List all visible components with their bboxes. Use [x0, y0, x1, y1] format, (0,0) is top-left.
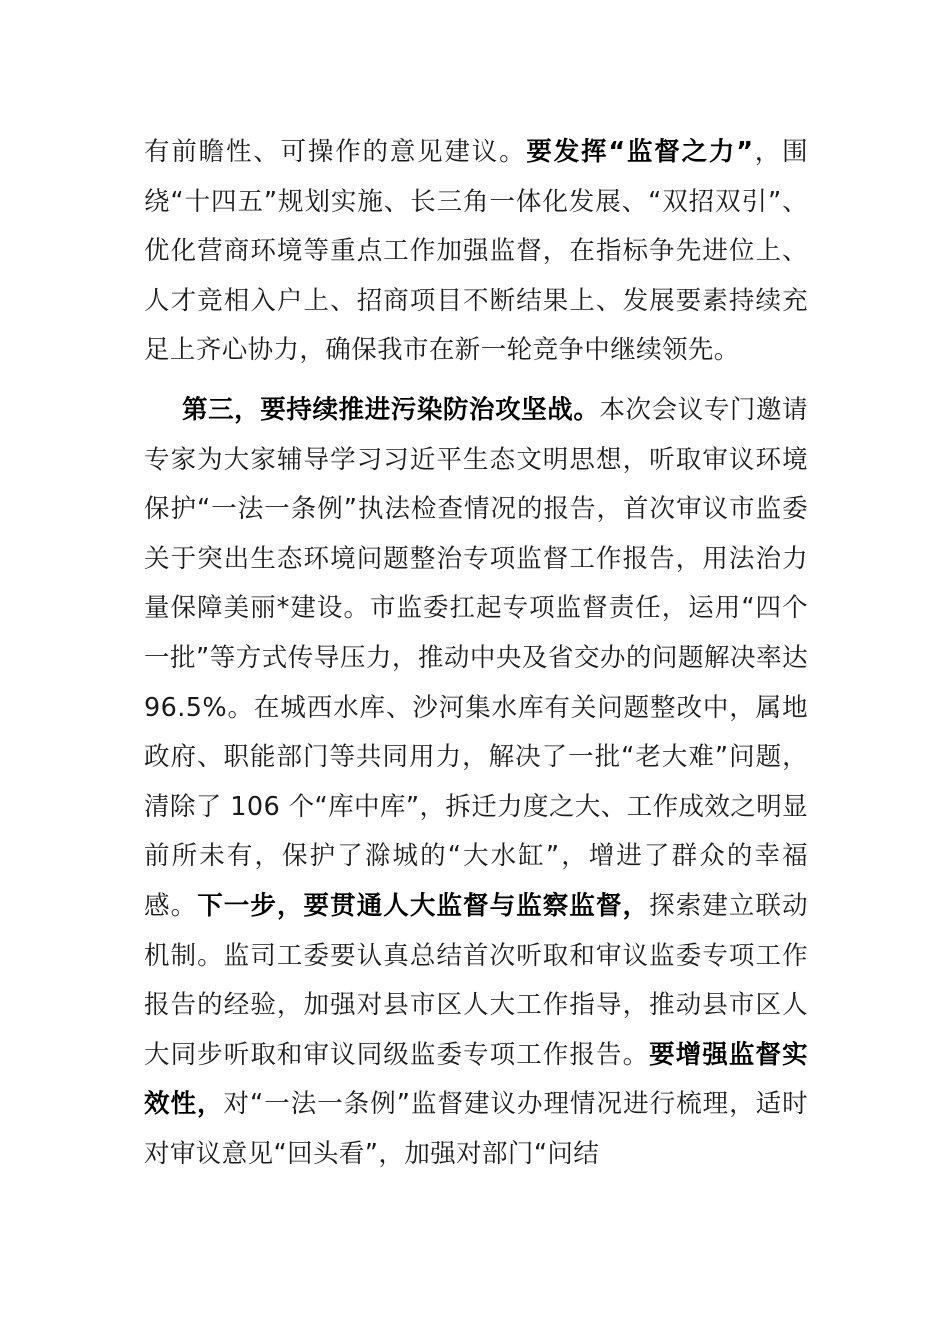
- paragraph-1-text: ，围绕“十四五”规划实施、长三角一体化发展、“双招双引”、优化营商环境等重点工作加强监督，在指标争先进位上、人才竞相入户上、招商项目不断结果上、发展要素持续充足上齐心协力，确保我市在新一轮竞争中继续领先。: [144, 137, 808, 366]
- paragraph-2-text: 探索建立联动机制。监司工委要认真总结首次听取和审议监委专项工作报告的经验，加强对县市区人大工作指导，推动县市区人大同步听取和审议同级监委专项工作报告。: [144, 890, 808, 1070]
- paragraph-2: [144, 386, 808, 1180]
- document-body: [144, 128, 808, 1179]
- paragraph-2-bold-text: 要增强监督实效性，: [144, 1039, 808, 1120]
- paragraph-2-bold-text: 下一步，要贯通人大监督与监察监督，: [197, 890, 650, 921]
- paragraph-1: [144, 128, 808, 376]
- paragraph-1-bold-text: 要发挥“监督之力”: [526, 137, 754, 167]
- paragraph-1-text: 有前瞻性、可操作的意见建议。: [144, 137, 527, 167]
- paragraph-2-text: 本次会议专门邀请专家为大家辅导学习习近平生态文明思想，听取审议环境保护“一法一条例”执法检查情况的报告，首次审议市监委关于突出生态环境问题整治专项监督工作报告，用法治力量保障美丽*建设。市监委扛起专项监督责任，运用“四个一批”等方式传导压力，推动中央及省交办的问题解决率达 96.5%。在城西水库、沙河集水库有关问题整改中，属地政府、职能部门等共同用力，解决了一批“老大难”问题，清除了 106 个“库中库”，拆迁力度之大、工作成效之明显前所未有，保护了滁城的“大水缸”，增进了群众的幸福感。: [144, 394, 809, 921]
- paragraph-2-heading: 第三，要持续推进污染防治攻坚战。: [182, 394, 600, 425]
- paragraph-2-text: 对“一法一条例”监督建议办理情况进行梳理，适时对审议意见“回头看”，加强对部门“问结: [144, 1089, 809, 1169]
